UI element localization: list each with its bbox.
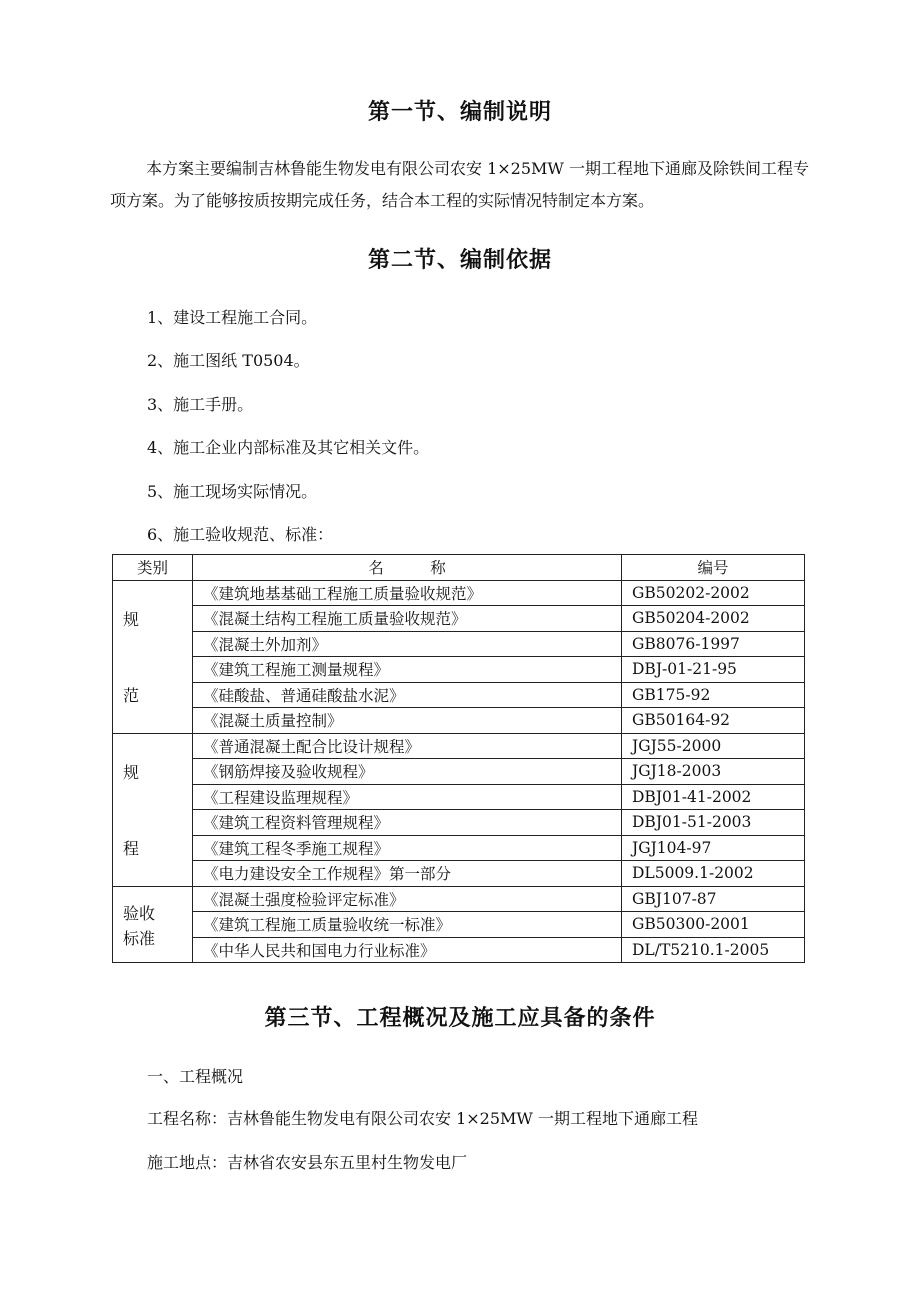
- table-row: [113, 606, 805, 632]
- table-row: [113, 937, 805, 963]
- standard-code: DBJ-01-21-95: [622, 657, 805, 683]
- category-line: 标准: [123, 928, 156, 948]
- standard-name: 《建筑工程资料管理规程》: [193, 810, 622, 836]
- basis-item-3: 3、施工手册。: [147, 395, 254, 414]
- table-row: [113, 682, 805, 708]
- table-row: [113, 912, 805, 938]
- table-row: [113, 657, 805, 683]
- basis-item-2: 2、施工图纸 T0504。: [147, 351, 310, 370]
- project-location: 施工地点：吉林省农安县东五里村生物发电厂: [147, 1153, 468, 1172]
- section-2-title: 第二节、编制依据: [367, 248, 552, 273]
- table-row: [113, 733, 805, 759]
- table-row: [113, 810, 805, 836]
- standard-code: JGJ55-2000: [622, 733, 805, 759]
- standard-name: 《电力建设安全工作规程》第一部分: [193, 861, 622, 887]
- standard-name: 《硅酸盐、普通硅酸盐水泥》: [193, 682, 622, 708]
- category-procedure: [113, 733, 193, 886]
- table-header-row: [113, 555, 805, 581]
- table-row: [113, 580, 805, 606]
- standard-name: 《建筑工程冬季施工规程》: [193, 835, 622, 861]
- section-1-title: 第一节、编制说明: [367, 100, 552, 125]
- basis-item-4: 4、施工企业内部标准及其它相关文件。: [147, 438, 430, 457]
- standard-code: DBJ01-41-2002: [622, 784, 805, 810]
- category-specification: [113, 580, 193, 733]
- standards-table: [112, 554, 805, 963]
- table-row: [113, 759, 805, 785]
- standard-code: GBJ107-87: [622, 886, 805, 912]
- standard-code: GB50164-92: [622, 708, 805, 734]
- standard-code: JGJ18-2003: [622, 759, 805, 785]
- table-row: [113, 708, 805, 734]
- standard-name: 《建筑工程施工测量规程》: [193, 657, 622, 683]
- table-row: [113, 835, 805, 861]
- standard-name: 《建筑地基基础工程施工质量验收规范》: [193, 580, 622, 606]
- standard-code: GB50202-2002: [622, 580, 805, 606]
- header-category: 类别: [113, 555, 193, 581]
- basis-item-6: 6、施工验收规范、标准：: [147, 525, 334, 544]
- table-row: [113, 631, 805, 657]
- standard-code: DBJ01-51-2003: [622, 810, 805, 836]
- standard-code: GB175-92: [622, 682, 805, 708]
- section-1-body: 本方案主要编制吉林鲁能生物发电有限公司农安 1×25MW 一期工程地下通廊及除铁间工程专项方案。为了能够按质按期完成任务，结合本工程的实际情况特制定本方案。: [110, 159, 809, 210]
- standard-code: GB50204-2002: [622, 606, 805, 632]
- category-acceptance-standard: [113, 886, 193, 963]
- standard-code: DL5009.1-2002: [622, 861, 805, 887]
- standard-name: 《建筑工程施工质量验收统一标准》: [193, 912, 622, 938]
- table-row: [113, 784, 805, 810]
- basis-item-5: 5、施工现场实际情况。: [147, 482, 318, 501]
- category-line: 验收: [123, 903, 156, 923]
- standard-name: 《混凝土强度检验评定标准》: [193, 886, 622, 912]
- standard-code: GB8076-1997: [622, 631, 805, 657]
- table-row: [113, 886, 805, 912]
- standard-name: 《混凝土结构工程施工质量验收规范》: [193, 606, 622, 632]
- standard-name: 《混凝土外加剂》: [193, 631, 622, 657]
- standard-code: DL/T5210.1-2005: [622, 937, 805, 963]
- standard-name: 《普通混凝土配合比设计规程》: [193, 733, 622, 759]
- overview-subheading: 一、工程概况: [147, 1067, 244, 1086]
- header-code: 编号: [622, 555, 805, 581]
- category-line: 规: [123, 610, 140, 629]
- standard-code: GB50300-2001: [622, 912, 805, 938]
- standard-name: 《中华人民共和国电力行业标准》: [193, 937, 622, 963]
- standard-name: 《工程建设监理规程》: [193, 784, 622, 810]
- basis-item-1: 1、建设工程施工合同。: [147, 308, 318, 327]
- standard-code: JGJ104-97: [622, 835, 805, 861]
- category-line: 范: [123, 686, 140, 705]
- category-line: 规: [123, 763, 140, 782]
- standard-name: 《混凝土质量控制》: [193, 708, 622, 734]
- standard-name: 《钢筋焊接及验收规程》: [193, 759, 622, 785]
- header-name: 名 称: [193, 555, 622, 581]
- table-row: [113, 861, 805, 887]
- category-line: 程: [123, 839, 140, 858]
- section-3-title: 第三节、工程概况及施工应具备的条件: [264, 1006, 656, 1031]
- project-name: 工程名称：吉林鲁能生物发电有限公司农安 1×25MW 一期工程地下通廊工程: [147, 1109, 698, 1128]
